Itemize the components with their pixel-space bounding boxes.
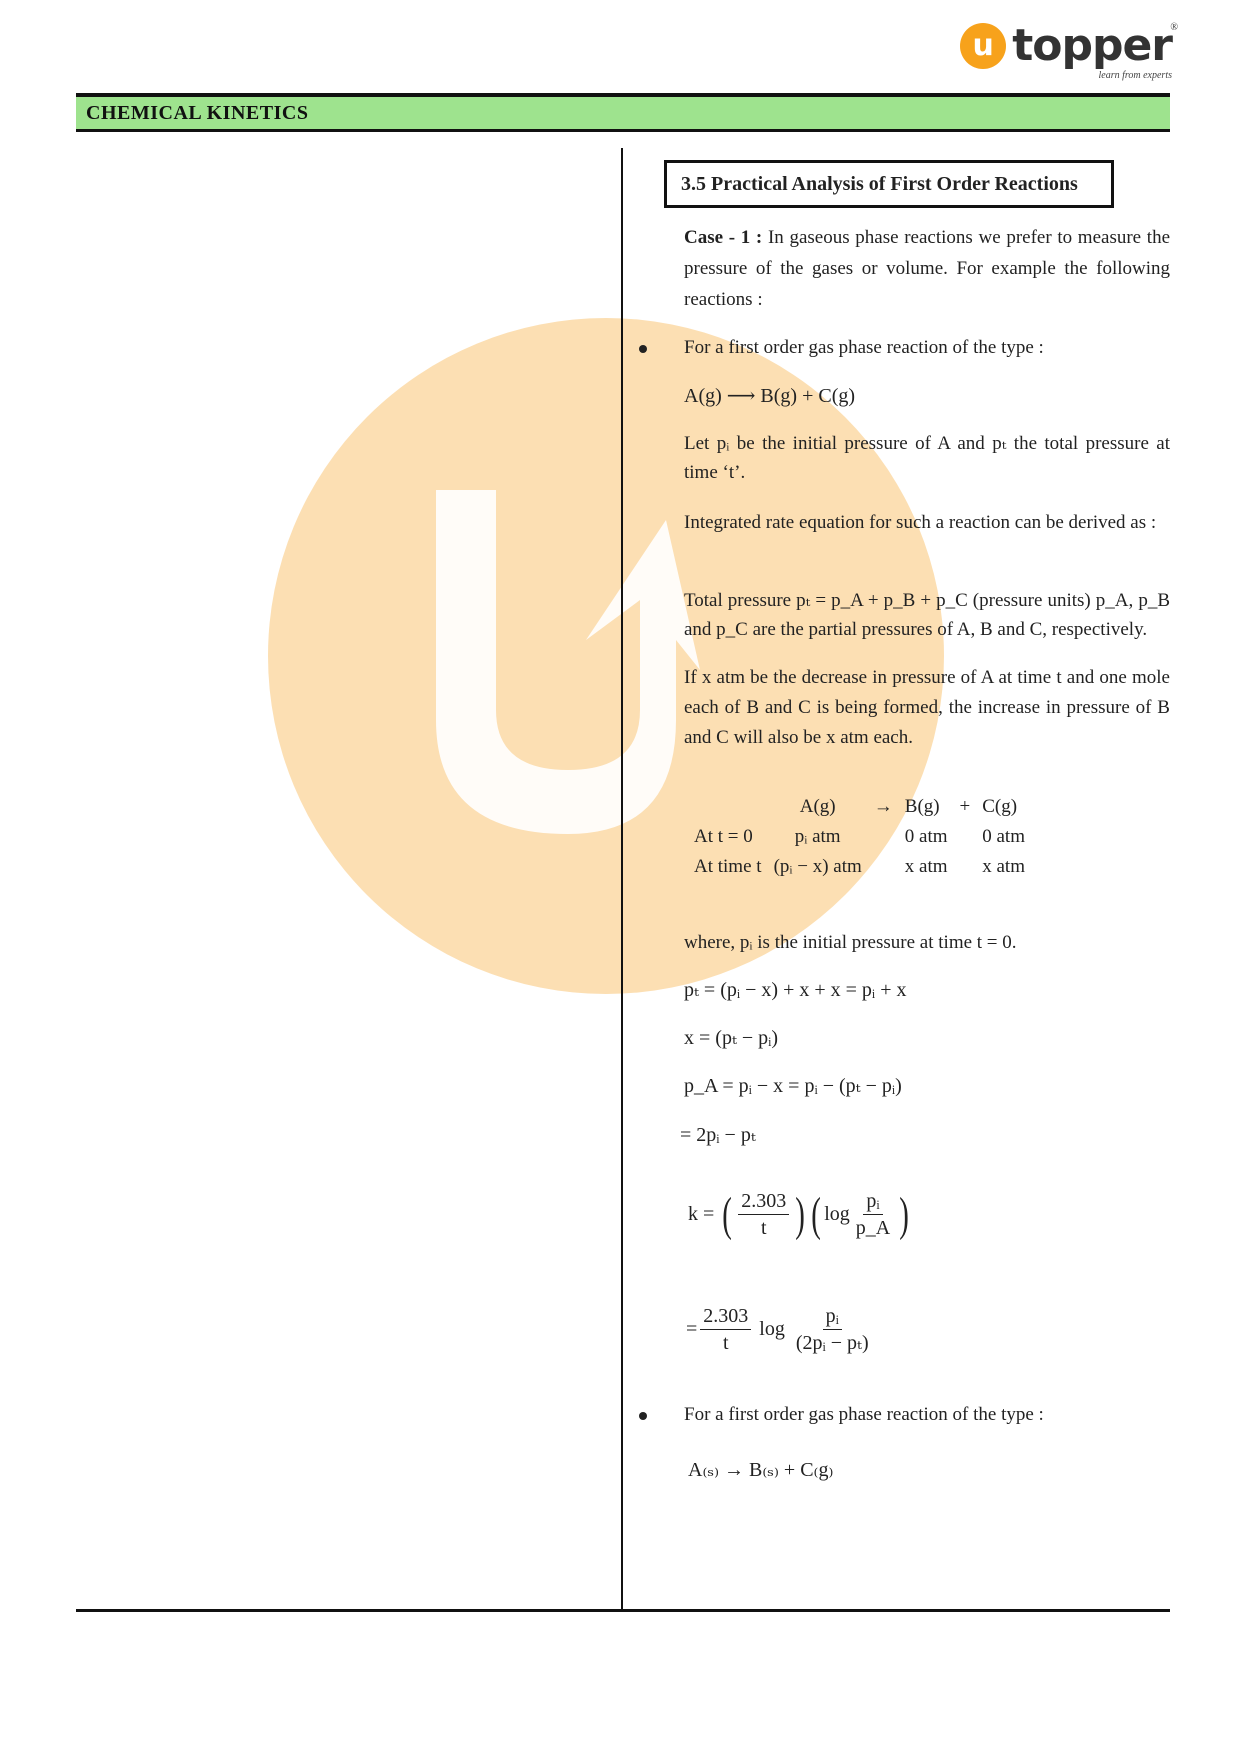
table-cell: [954, 822, 977, 852]
table-cell: 0 atm: [982, 826, 1025, 847]
pt-equation: pₜ = (pᵢ − x) + x + x = pᵢ + x: [684, 979, 907, 1001]
eq-denominator: t: [723, 1332, 729, 1354]
eq-numerator: 2.303: [700, 1303, 751, 1330]
table-cell: [868, 852, 899, 882]
decrease-text: If x atm be the decrease in pressure of A at time t and one mole each of B and C is being formed, the increase in pressure of B and C will also be x atm each.: [684, 667, 1170, 748]
table-cell: [868, 822, 899, 852]
brand-logo: [960, 20, 1178, 81]
table-cell: pᵢ atm: [794, 826, 841, 847]
paren-open: (: [722, 1187, 733, 1241]
eq-log: log: [759, 1318, 785, 1340]
column-divider: [621, 148, 623, 1610]
logo-registered: ®: [1170, 22, 1178, 33]
logo-mark-icon: u: [960, 23, 1006, 69]
x-equation: x = (pₜ − pᵢ): [684, 1027, 779, 1049]
let-text: Let pᵢ be the initial pressure of A and pₜ the total pressure at time ‘t’.: [684, 433, 1170, 483]
paren-close: ): [899, 1187, 910, 1241]
solid-gas-reaction: A₍ₛ₎ → B₍ₛ₎ + C₍g₎: [688, 1459, 834, 1481]
eq-log: log: [824, 1203, 850, 1225]
bullet-text-2: For a first order gas phase reaction of the type :: [684, 1404, 1044, 1425]
eq-log-num: pᵢ: [863, 1188, 882, 1215]
pa-result: = 2pᵢ − pₜ: [680, 1124, 756, 1146]
chapter-header: [76, 97, 1170, 132]
logo-tagline: learn from experts: [1098, 70, 1172, 81]
table-cell: x atm: [904, 856, 948, 877]
bullet-text-1: For a first order gas phase reaction of the type :: [684, 337, 1044, 358]
table-cell: +: [959, 796, 971, 817]
bullet-icon: [639, 1412, 647, 1420]
table-cell: [954, 852, 977, 882]
k-pressure-equation-2: [686, 1303, 875, 1356]
bullet-icon: [639, 345, 647, 353]
integrated-text: Integrated rate equation for such a reaction can be derived as :: [684, 512, 1157, 533]
total-pressure-text: Total pressure pₜ = p_A + p_B + p_C (pressure units) p_A, p_B and p_C are the partial pressures of A, B and C, respectively.: [684, 590, 1170, 640]
gas-reaction: A(g) ⟶ B(g) + C(g): [684, 385, 856, 407]
table-cell: C(g): [982, 796, 1018, 817]
table-cell: B(g): [904, 796, 940, 817]
paren-open: (: [811, 1187, 822, 1241]
where-text: where, pᵢ is the initial pressure at time t = 0.: [684, 932, 1017, 953]
case-text: In gaseous phase reactions we prefer to measure the pressure of the gases or volume. For example the following reactions :: [684, 227, 1170, 310]
logo-name: topper: [1012, 20, 1172, 71]
section-heading-3-5: [664, 160, 1114, 208]
watermark-u-logo: [436, 490, 700, 834]
pa-equation: p_A = pᵢ − x = pᵢ − (pₜ − pᵢ): [684, 1075, 902, 1097]
table-cell: At t = 0: [694, 826, 753, 847]
table-cell: →: [873, 796, 893, 817]
pressure-table: [688, 792, 1031, 882]
table-cell: At time t: [694, 856, 762, 877]
chapter-title: CHEMICAL KINETICS: [86, 102, 309, 124]
eq-lhs: k =: [688, 1203, 715, 1225]
table-cell: x atm: [982, 856, 1025, 877]
eq-numerator: 2.303: [738, 1188, 789, 1215]
case-label: Case - 1 :: [684, 227, 763, 248]
table-cell: [688, 792, 768, 822]
eq-log-den: (2pᵢ − pₜ): [795, 1332, 869, 1354]
table-row: [688, 822, 1031, 852]
bottom-rule: [76, 1609, 1170, 1612]
section-title: 3.5 Practical Analysis of First Order Reactions: [681, 172, 1078, 195]
table-cell: A(g): [799, 796, 836, 817]
k-pressure-equation: [688, 1188, 912, 1241]
table-cell: 0 atm: [904, 826, 948, 847]
table-row: [688, 852, 1031, 882]
eq-denominator: t: [760, 1217, 767, 1239]
paren-close: ): [795, 1187, 806, 1241]
eq-log-num: pᵢ: [823, 1303, 842, 1330]
case-1-paragraph: [684, 222, 1170, 315]
eq-lhs: =: [686, 1318, 698, 1340]
eq-log-den: p_A: [855, 1217, 891, 1239]
table-head-row: [688, 792, 1031, 822]
table-cell: (pᵢ − x) atm: [773, 856, 862, 877]
